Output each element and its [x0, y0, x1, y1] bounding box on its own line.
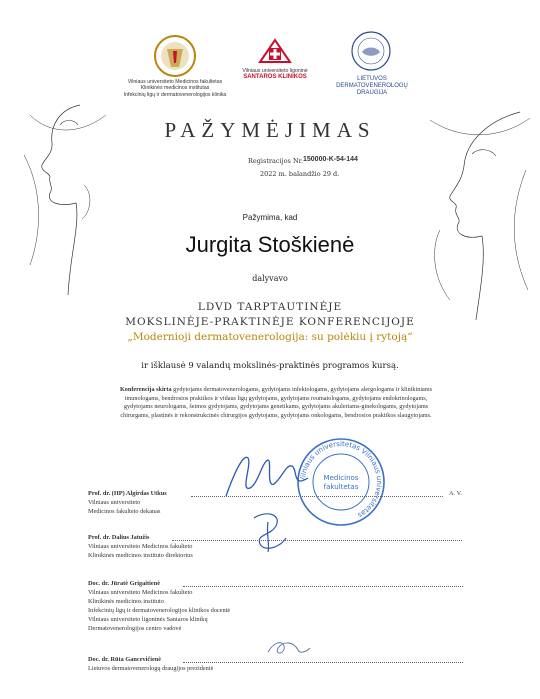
signatory-title-line: Vilniaus universiteto ligoninės Santaros klinikų: [88, 616, 208, 623]
registration-number: 150000-K-54-144: [303, 156, 358, 163]
seal-place-label: A. V.: [449, 490, 462, 497]
logo-caption-line: LIETUVOS: [357, 76, 387, 82]
logo-caption-line: Vilniaus universiteto ligoninė: [242, 68, 308, 74]
signatory-name: Prof. dr. (HP) Algirdas Utkus: [88, 490, 167, 497]
signatory-name: Prof. dr. Dalius Jatužis: [88, 534, 150, 541]
stamp-center-line: fakultetas: [323, 483, 359, 491]
signatory-title-line: Dermatovenerologijos centro vadovė: [88, 625, 182, 632]
signatory-title-line: Medicinos fakulteto dekanas: [88, 508, 161, 515]
logo-caption-line: SANTAROS KLINIKOS: [243, 74, 307, 81]
event-line-2: MOKSLINĖJE-PRAKTINĖJE KONFERENCIJOJE: [125, 316, 415, 328]
signatory-title-line: Lietuvos dermatovenerologų draugijos prezidentė: [88, 665, 214, 672]
audience-paragraph: [66, 386, 486, 420]
certify-text: Pažymima, kad: [242, 213, 298, 222]
santaros-logo-caption: [238, 68, 312, 81]
stamp-center-line: Medicinos: [323, 474, 359, 482]
ldvd-logo-caption: [334, 76, 410, 97]
ldvd-logo-icon: [350, 30, 392, 72]
signatory-ganceviciene: [88, 655, 468, 673]
logo-caption-line: Vilniaus universiteto Medicinos fakultetas: [127, 79, 223, 85]
santaros-logo-icon: [258, 36, 292, 64]
vu-medicine-logo-caption: [120, 79, 230, 98]
course-completed-text: ir išklausė 9 valandų mokslinės-praktinės programos kursą.: [141, 361, 399, 371]
logo-caption-line: Infekcinių ligų ir dermatovenerologijos klinika: [123, 91, 227, 98]
signatory-grigaitiene: [88, 579, 468, 633]
audience-line: gydytojams neurologams, šeimos gydytojams, gydytojams genetikams, gydytojams akuleriams-ginekologams, gydytojams: [123, 403, 429, 411]
logo-caption-line: DRAUGIJA: [356, 90, 388, 96]
signatory-jatuzis: [88, 533, 468, 560]
participated-text: dalyvavo: [252, 274, 288, 283]
signatory-title-line: Vilniaus universiteto Medicinos fakulteto: [88, 543, 193, 550]
stamp-outer-text: Vilniaus universitetas Vilniaus universitetas: [298, 439, 384, 520]
event-subtitle: „Modernioji dermatovenerologija: su polėkiu į rytoją“: [127, 331, 413, 343]
audience-line: gydytojams dermatovenerologams, gydytojams infektologams, gydytojams alergologams ir klinikiniams: [173, 386, 433, 393]
audience-line: imunologams, bendrosios praktikos ir vidaus ligų gydytojams, gydytojams reumatologams, gydytojams endokrinologams,: [124, 394, 428, 402]
issue-date: 2022 m. balandžio 29 d.: [260, 170, 340, 178]
audience-line: chirurgams, plastinės ir rekonstrukcinės chirurgijos gydytojams, gydytojams onkologams, bendrosios praktikos slaugytojams.: [120, 411, 432, 419]
signatory-title-line: Infekcinių ligų ir dermatovenerologijos klinikos docentė: [88, 607, 231, 614]
certificate-title: PAŽYMĖJIMAS: [164, 118, 376, 142]
signatory-utkus: [88, 489, 468, 516]
signatory-title-line: Vilniaus universiteto: [88, 499, 141, 506]
logo-caption-line: DERMATOVENEROLOGŲ: [336, 83, 408, 89]
signatory-name: Doc. dr. Rūta Gancevičienė: [88, 656, 162, 663]
signatory-name: Doc. dr. Jūratė Grigaitienė: [88, 580, 160, 587]
signatory-title-line: Vilniaus universiteto Medicinos fakulteto: [88, 589, 193, 596]
audience-lead: Konferencija skirta: [119, 386, 172, 393]
logo-caption-line: Klinikinės medicinos institutas: [140, 85, 210, 92]
signatory-title-line: Klinikinės medicinos instituto direktorius: [88, 552, 193, 559]
signatory-title-line: Klinikinės medicinos instituto: [88, 598, 164, 605]
recipient-name: Jurgita Stoškienė: [185, 232, 355, 257]
event-line-1: LDVD TARPTAUTINĖJE: [197, 301, 343, 313]
vu-medicine-logo-icon: [153, 33, 197, 79]
registration-label: Registracijos Nr.: [248, 157, 304, 165]
